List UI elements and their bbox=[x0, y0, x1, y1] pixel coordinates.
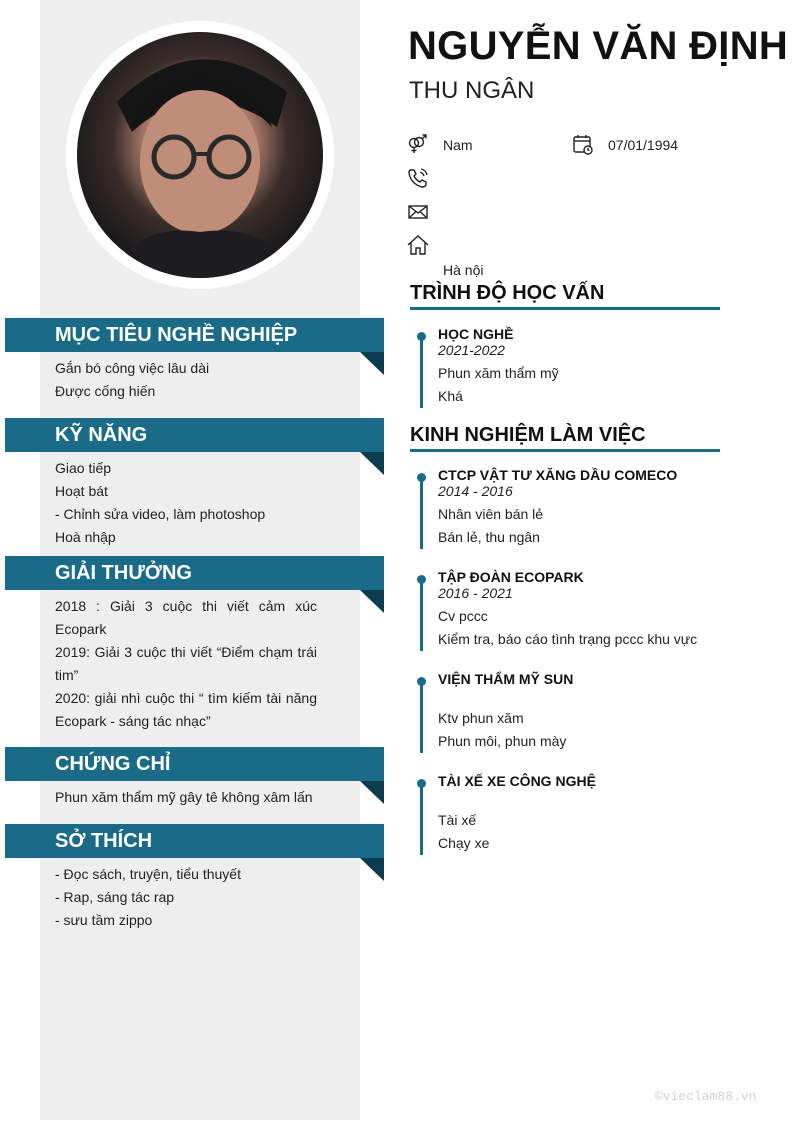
list-item: Gắn bó công việc lâu dài bbox=[55, 360, 210, 376]
experience-heading: KINH NGHIỆM LÀM VIỆC bbox=[410, 422, 720, 452]
section-heading: SỞ THÍCH bbox=[5, 824, 384, 858]
education-heading: TRÌNH ĐỘ HỌC VẤN bbox=[410, 280, 720, 310]
entry-detail: Tài xế bbox=[438, 812, 477, 828]
list-item: 2019: Giải 3 cuộc thi viết “Điểm chạm trái tim” bbox=[55, 644, 317, 683]
home-icon bbox=[407, 234, 429, 256]
list-item: Phun xăm thẩm mỹ gây tê không xâm lấn bbox=[55, 789, 313, 805]
timeline-line bbox=[420, 583, 423, 651]
section-heading: CHỨNG CHỈ bbox=[5, 747, 384, 781]
ribbon-fold bbox=[360, 590, 384, 613]
email-icon bbox=[407, 201, 429, 223]
section-list bbox=[55, 863, 317, 932]
list-item: Hoạt bát bbox=[55, 483, 108, 499]
list-item: - sưu tầm zippo bbox=[55, 912, 153, 928]
ribbon-fold bbox=[360, 858, 384, 881]
candidate-name: NGUYỄN VĂN ĐỊNH bbox=[408, 24, 789, 68]
gender-value: Nam bbox=[443, 137, 473, 153]
entry-detail: Phun xăm thẩm mỹ bbox=[438, 365, 559, 381]
job-title: THU NGÂN bbox=[409, 77, 535, 104]
ribbon-fold bbox=[360, 452, 384, 475]
timeline-line bbox=[420, 481, 423, 549]
entry-detail: Nhân viên bán lẻ bbox=[438, 506, 544, 522]
entry-detail: Chạy xe bbox=[438, 835, 490, 851]
section-list bbox=[55, 457, 317, 549]
entry-period: 2014 - 2016 bbox=[438, 483, 513, 499]
ribbon-fold bbox=[360, 352, 384, 375]
timeline-line bbox=[420, 787, 423, 855]
phone-icon bbox=[407, 167, 429, 189]
entry-detail: Ktv phun xăm bbox=[438, 710, 524, 726]
entry-title: VIỆN THẨM MỸ SUN bbox=[438, 671, 574, 687]
section-heading: MỤC TIÊU NGHỀ NGHIỆP bbox=[5, 318, 384, 352]
timeline-line bbox=[420, 685, 423, 753]
entry-title: HỌC NGHỀ bbox=[438, 326, 514, 342]
avatar bbox=[77, 32, 323, 278]
entry-detail: Kiểm tra, báo cáo tình trạng pccc khu vực bbox=[438, 631, 698, 647]
list-item: - Đọc sách, truyện, tiểu thuyết bbox=[55, 866, 241, 882]
list-item: 2018 : Giải 3 cuộc thi viết cảm xúc Ecopark bbox=[55, 598, 317, 637]
watermark: ©vieclam88.vn bbox=[655, 1089, 757, 1104]
entry-detail: Bán lẻ, thu ngân bbox=[438, 529, 540, 545]
ribbon-fold bbox=[360, 781, 384, 804]
section-list bbox=[55, 357, 317, 403]
section-heading: GIẢI THƯỞNG bbox=[5, 556, 384, 590]
entry-title: TÀI XẾ XE CÔNG NGHỆ bbox=[438, 773, 596, 789]
entry-title: TẬP ĐOÀN ECOPARK bbox=[438, 569, 584, 585]
section-list bbox=[55, 595, 317, 733]
entry-detail: Phun môi, phun mày bbox=[438, 733, 567, 749]
section-list bbox=[55, 786, 317, 809]
entry-period: 2016 - 2021 bbox=[438, 585, 513, 601]
entry-detail: Khá bbox=[438, 388, 463, 404]
timeline-line bbox=[420, 340, 423, 408]
list-item: 2020: giải nhì cuộc thi “ tìm kiếm tài năng Ecopark - sáng tác nhạc” bbox=[55, 690, 317, 729]
list-item: Hoà nhập bbox=[55, 529, 116, 545]
list-item: - Rap, sáng tác rap bbox=[55, 889, 175, 905]
gender-icon bbox=[407, 133, 429, 155]
list-item: - Chỉnh sửa video, làm photoshop bbox=[55, 506, 266, 522]
entry-period: 2021-2022 bbox=[438, 342, 505, 358]
list-item: Giao tiếp bbox=[55, 460, 112, 476]
list-item: Được cống hiến bbox=[55, 383, 156, 399]
avatar-image bbox=[77, 32, 323, 278]
section-heading: KỸ NĂNG bbox=[5, 418, 384, 452]
address-city: Hà nội bbox=[443, 262, 484, 278]
entry-detail: Cv pccc bbox=[438, 608, 488, 624]
birthday-value: 07/01/1994 bbox=[608, 137, 679, 153]
entry-title: CTCP VẬT TƯ XĂNG DẦU COMECO bbox=[438, 467, 678, 483]
calendar-icon bbox=[572, 133, 594, 155]
